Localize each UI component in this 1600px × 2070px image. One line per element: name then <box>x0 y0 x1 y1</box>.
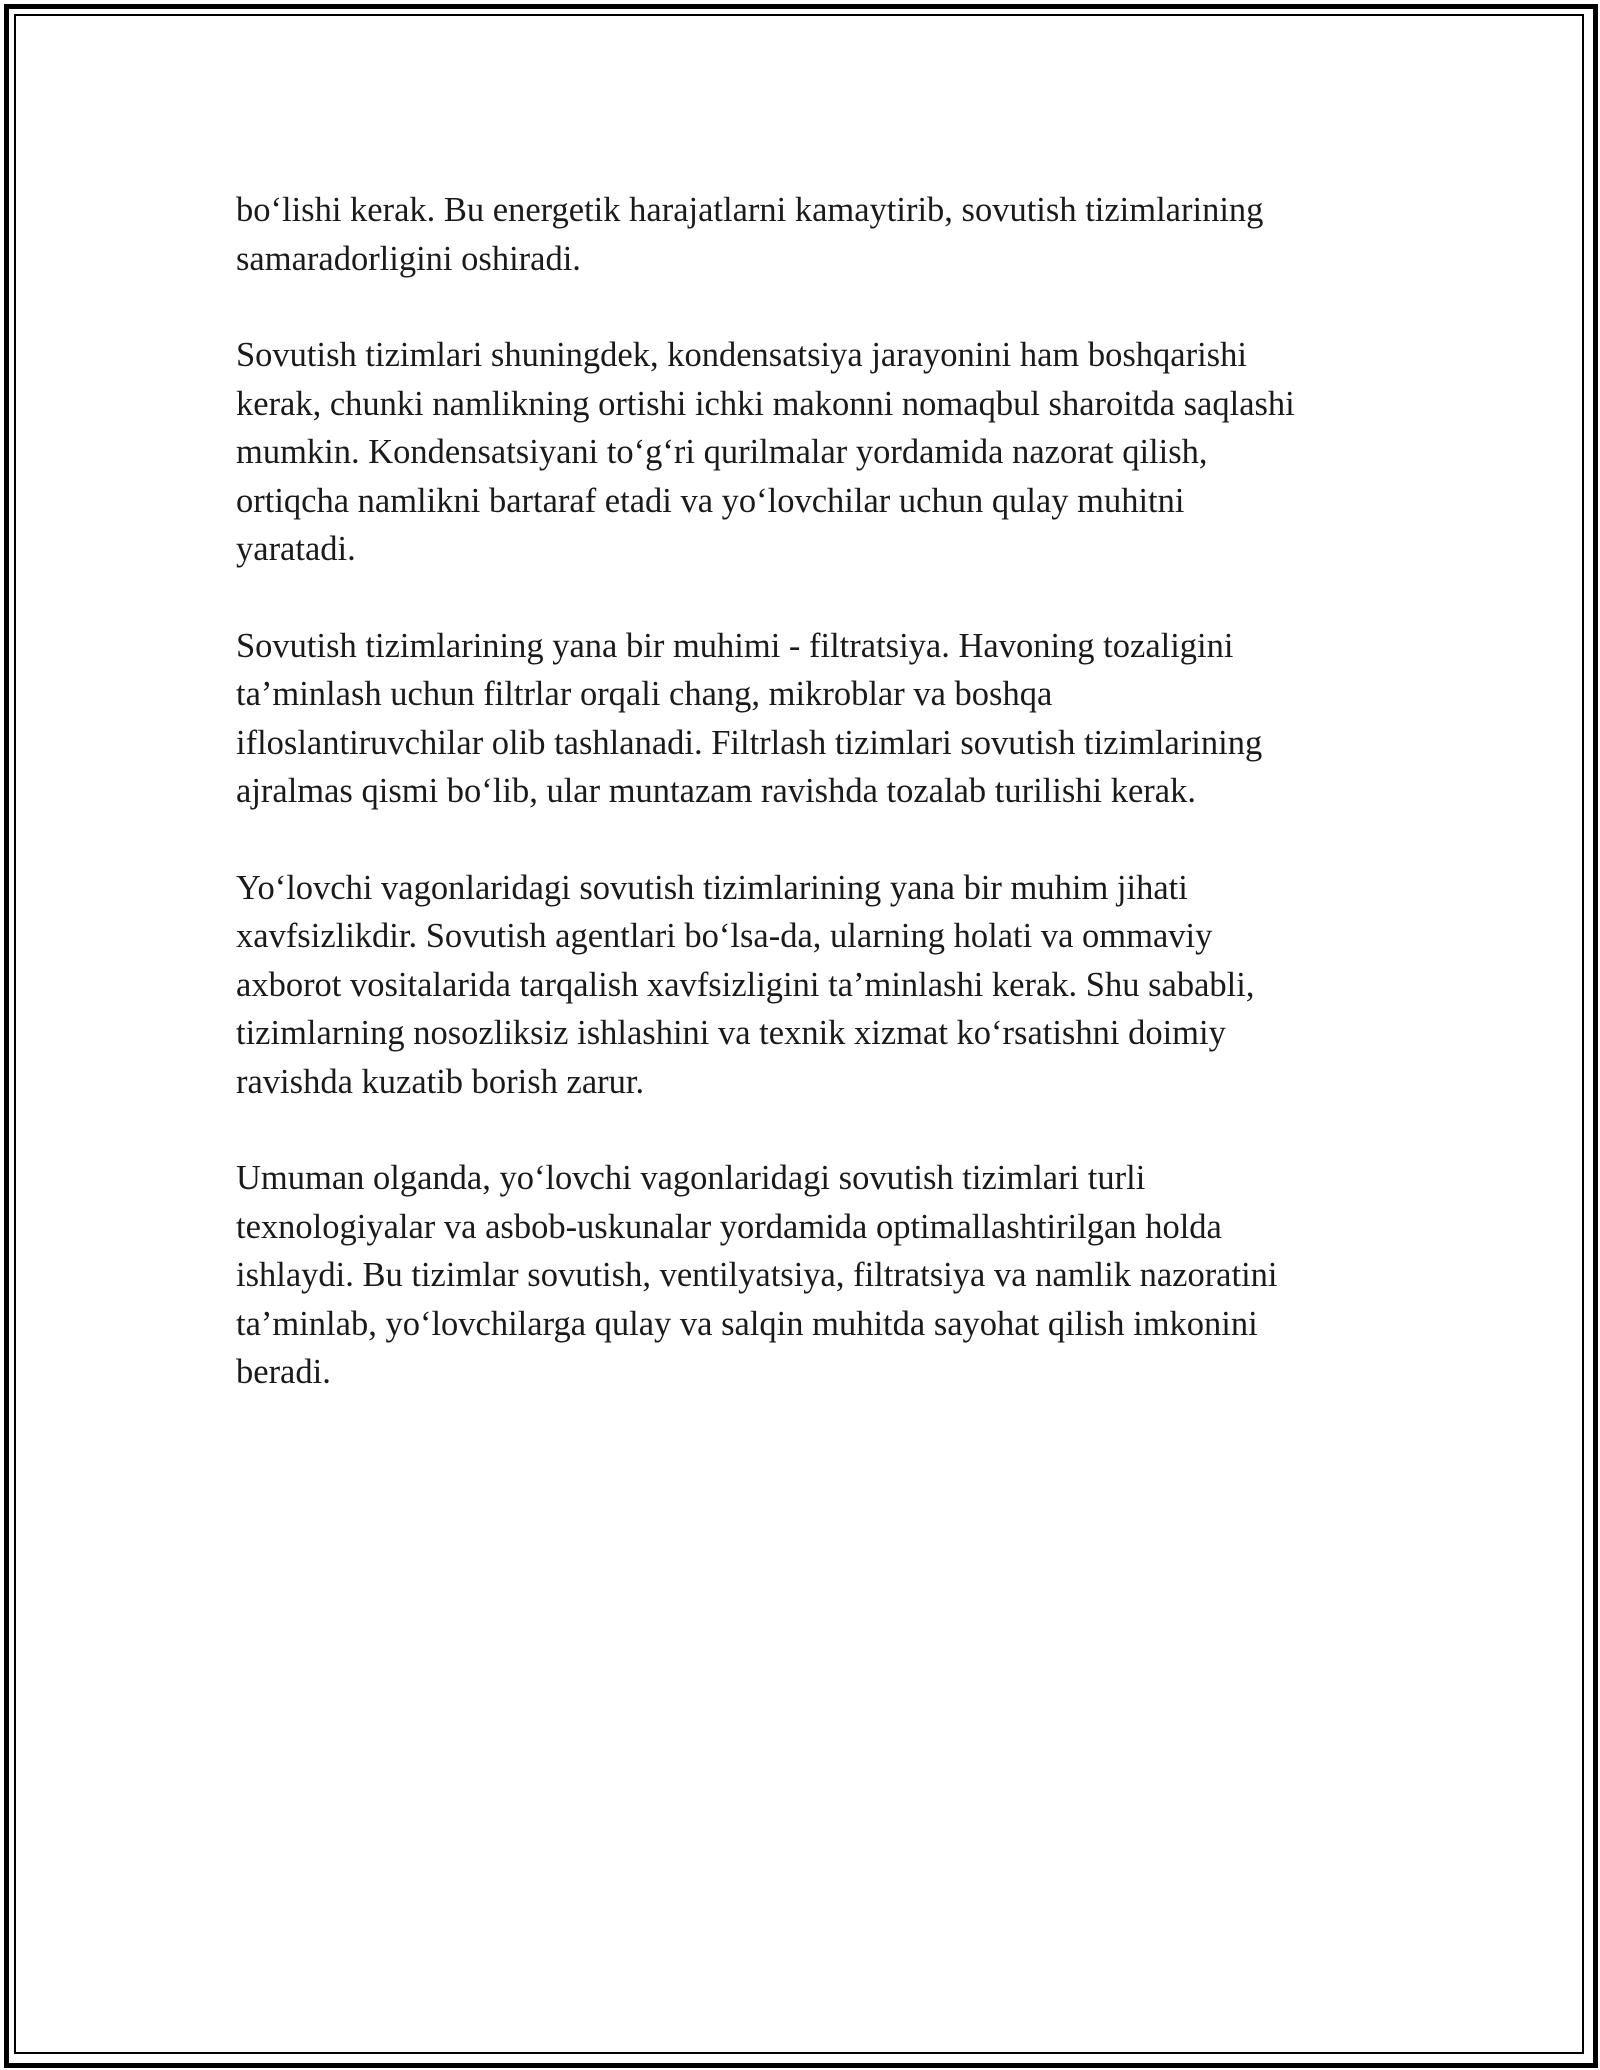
paragraph-5 <box>236 1154 1396 1397</box>
document-body <box>236 186 1396 1445</box>
paragraph-1 <box>236 186 1396 283</box>
text-line: Sovutish tizimlarining yana bir muhimi - filtratsiya. Havoning tozaligini <box>236 626 1234 665</box>
text-line: beradi. <box>236 1353 331 1391</box>
text-line: ta’minlab, yo‘lovchilarga qulay va salqin muhitda sayohat qilish imkonini <box>236 1304 1258 1343</box>
text-line: tizimlarning nosozliksiz ishlashini va texnik xizmat ko‘rsatishni doimiy <box>236 1014 1226 1052</box>
text-line: axborot vositalarida tarqalish xavfsizligini ta’minlashi kerak. Shu sababli, <box>236 965 1255 1004</box>
text-line: ravishda kuzatib borish zarur. <box>236 1062 645 1101</box>
text-line: yaratadi. <box>236 530 356 568</box>
text-line: kerak, chunki namlikning ortishi ichki makonni nomaqbul sharoitda saqlashi <box>236 384 1295 423</box>
text-line: texnologiyalar va asbob-uskunalar yordamida optimallashtirilgan holda <box>236 1207 1222 1246</box>
paragraph-3 <box>236 622 1396 816</box>
text-line: samaradorligini oshiradi. <box>236 239 581 278</box>
text-line: mumkin. Kondensatsiyani to‘g‘ri qurilmalar yordamida nazorat qilish, <box>236 433 1208 471</box>
text-line: Yo‘lovchi vagonlaridagi sovutish tizimlarining yana bir muhim jihati <box>236 868 1188 907</box>
text-line: ajralmas qismi bo‘lib, ular muntazam ravishda tozalab turilishi kerak. <box>236 772 1196 810</box>
paragraph-2 <box>236 331 1396 574</box>
text-line: ifloslantiruvchilar olib tashlanadi. Filtrlash tizimlari sovutish tizimlarining <box>236 723 1263 762</box>
text-line: bo‘lishi kerak. Bu energetik harajatlarni kamaytirib, sovutish tizimlarining <box>236 191 1264 229</box>
paragraph-4 <box>236 864 1396 1107</box>
text-line: Umuman olganda, yo‘lovchi vagonlaridagi sovutish tizimlari turli <box>236 1159 1146 1197</box>
text-line: ishlaydi. Bu tizimlar sovutish, ventilyatsiya, filtratsiya va namlik nazoratini <box>236 1256 1278 1294</box>
text-line: Sovutish tizimlari shuningdek, kondensatsiya jarayonini ham boshqarishi <box>236 336 1247 374</box>
text-line: ortiqcha namlikni bartaraf etadi va yo‘lovchilar uchun qulay muhitni <box>236 481 1185 520</box>
text-line: ta’minlash uchun filtrlar orqali chang, mikroblar va boshqa <box>236 675 1053 713</box>
text-line: xavfsizlikdir. Sovutish agentlari bo‘lsa-da, ularning holati va ommaviy <box>236 917 1213 955</box>
